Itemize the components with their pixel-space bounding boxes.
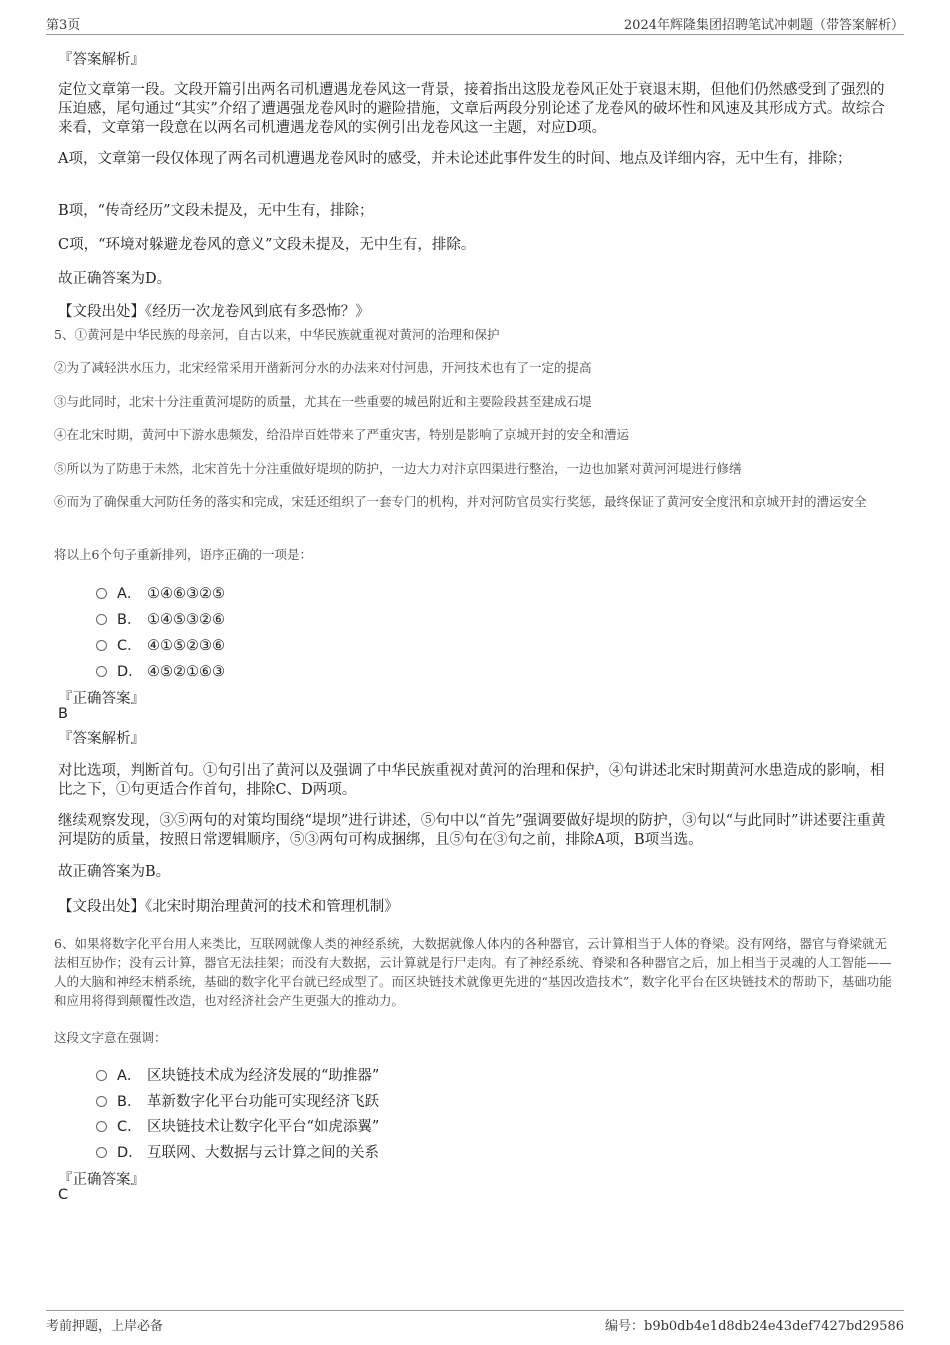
analysis-label: 『答案解析』 xyxy=(58,731,145,747)
analysis-paragraph: 继续观察发现，③⑤两句的对策均围绕“堤坝”进行讲述，⑤句中以“首先”强调要做好堤坝的防护，③句以“与此同时”讲述要注重黄河堤防的质量，按照日常逻辑顺序，⑤③两句可构成捆绑，且⑤句在③句之前，排除A项，B项当选。 xyxy=(58,813,886,848)
radio-button-icon[interactable] xyxy=(96,1121,107,1132)
page-number: 第3页 xyxy=(46,18,81,33)
page-footer xyxy=(46,1310,904,1335)
option-c[interactable]: C． ④①⑤②③⑥ xyxy=(96,634,225,654)
option-a[interactable]: A． 区块链技术成为经济发展的“助推器” xyxy=(96,1064,379,1084)
option-a[interactable]: A． ①④⑥③②⑤ xyxy=(96,582,225,602)
option-d[interactable]: D． 互联网、大数据与云计算之间的关系 xyxy=(96,1141,379,1161)
question-sentence: 5、①黄河是中华民族的母亲河，自古以来，中华民族就重视对黄河的治理和保护 xyxy=(54,327,500,342)
footer-slogan: 考前押题，上岸必备 xyxy=(46,1319,164,1334)
analysis-paragraph: B项，“传奇经历”文段未提及，无中生有，排除； xyxy=(58,203,374,219)
analysis-paragraph: 对比选项，判断首句。①句引出了黄河以及强调了中华民族重视对黄河的治理和保护，④句讲述北宋时期黄河水患造成的影响，相比之下，①句更适合作首句，排除C、D两项。 xyxy=(58,763,885,798)
radio-button-icon[interactable] xyxy=(96,1147,107,1158)
radio-button-icon[interactable] xyxy=(96,614,107,625)
radio-button-icon[interactable] xyxy=(96,1096,107,1107)
question-text: 6、如果将数字化平台用人来类比，互联网就像人类的神经系统，大数据就像人体内的各种器官，云计算相当于人体的脊梁。没有网络，器官与脊梁就无法相互协作；没有云计算，器官无法挂架；而没有大数据，云计算就是行尸走肉。有了神经系统、脊梁和各种器官之后，加上相当于灵魂的人工智能——人的大脑和神经末梢系统，基础的数字化平台就已经成型了。而区块链技术就像更先进的“基因改造技术”，数字化平台在区块链技术的帮助下，基础功能和应用将得到颠覆性改造，也对经济社会产生更强大的推动力。 xyxy=(54,936,892,1008)
document-id: 编号：b9b0db4e1d8db24e43def7427bd29586 xyxy=(605,1319,904,1334)
question-sentence: ②为了减轻洪水压力，北宋经常采用开凿新河分水的办法来对付河患，开河技术也有了一定的提高 xyxy=(54,360,592,375)
document-title: 2024年辉隆集团招聘笔试冲刺题（带答案解析） xyxy=(623,18,904,33)
option-d[interactable]: D． ④⑤②①⑥③ xyxy=(96,660,225,680)
page-header xyxy=(46,12,904,35)
option-b[interactable]: B． ①④⑤③②⑥ xyxy=(96,608,225,628)
correct-answer-label: 『正确答案』 xyxy=(58,1172,145,1188)
analysis-paragraph: C项，“环境对躲避龙卷风的意义”文段未提及，无中生有，排除。 xyxy=(58,237,476,253)
analysis-conclusion: 故正确答案为D。 xyxy=(58,271,172,287)
question-sentence: ⑤所以为了防患于未然，北宋首先十分注重做好堤坝的防护，一边大力对汴京四渠进行整治，一边也加紧对黄河河堤进行修缮 xyxy=(54,461,742,476)
correct-answer: C xyxy=(58,1187,69,1203)
analysis-paragraph: 定位文章第一段。文段开篇引出两名司机遭遇龙卷风这一背景，接着指出这股龙卷风正处于衰退末期，但他们仍然感受到了强烈的压迫感，尾句通过“其实”介绍了遭遇强龙卷风时的避险措施，文章后两段分别论述了龙卷风的破坏性和风速及其形成方式。故综合来看，文章第一段意在以两名司机遭遇龙卷风的实例引出龙卷风这一主题，对应D项。 xyxy=(58,82,885,136)
question-prompt: 将以上6个句子重新排列，语序正确的一项是： xyxy=(54,547,312,562)
question-sentence: ④在北宋时期，黄河中下游水患频发，给沿岸百姓带来了严重灾害，特别是影响了京城开封的安全和漕运 xyxy=(54,427,630,442)
source-citation: 【文段出处】《经历一次龙卷风到底有多恐怖？》 xyxy=(58,304,370,320)
radio-button-icon[interactable] xyxy=(96,588,107,599)
source-citation: 【文段出处】《北宋时期治理黄河的技术和管理机制》 xyxy=(58,899,399,915)
correct-answer-label: 『正确答案』 xyxy=(58,691,145,707)
analysis-label: 『答案解析』 xyxy=(58,52,145,68)
radio-button-icon[interactable] xyxy=(96,640,107,651)
option-b[interactable]: B． 革新数字化平台功能可实现经济飞跃 xyxy=(96,1090,379,1110)
correct-answer: B xyxy=(58,706,68,722)
radio-button-icon[interactable] xyxy=(96,1070,107,1081)
question-sentence: ⑥而为了确保重大河防任务的落实和完成，宋廷还组织了一套专门的机构，并对河防官员实行奖惩，最终保证了黄河安全度汛和京城开封的漕运安全 xyxy=(54,494,867,509)
option-c[interactable]: C． 区块链技术让数字化平台“如虎添翼” xyxy=(96,1115,379,1135)
analysis-conclusion: 故正确答案为B。 xyxy=(58,864,171,880)
analysis-paragraph: A项，文章第一段仅体现了两名司机遭遇龙卷风时的感受，并未论述此事件发生的时间、地点及详细内容，无中生有，排除； xyxy=(58,151,852,167)
question-prompt: 这段文字意在强调： xyxy=(54,1030,167,1045)
question-sentence: ③与此同时，北宋十分注重黄河堤防的质量，尤其在一些重要的城邑附近和主要险段甚至建成石堤 xyxy=(54,394,592,409)
radio-button-icon[interactable] xyxy=(96,666,107,677)
